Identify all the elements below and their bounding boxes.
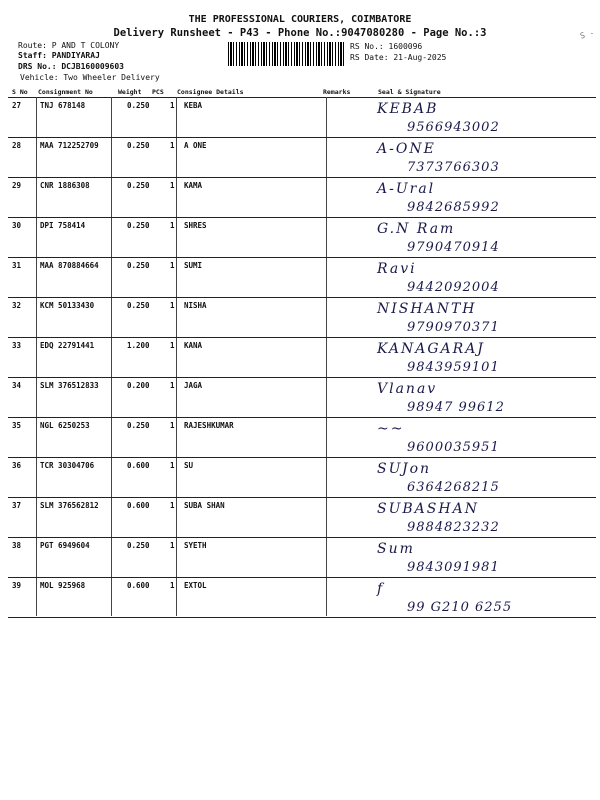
row-divider <box>8 177 596 178</box>
row-pcs: 1 <box>170 461 175 470</box>
row-consignment-no: PGT 6949604 <box>40 541 90 550</box>
row-consignment-no: KCM 50133430 <box>40 301 95 310</box>
rs-no: RS No.: 1600096 <box>350 42 423 51</box>
row-consignment-no: MAA 712252709 <box>40 141 99 150</box>
row-sno: 37 <box>12 501 22 510</box>
signature-phone: 9884823232 <box>407 520 500 535</box>
row-consignee: SU <box>184 461 194 470</box>
drs-label: DRS No.: DCJB160009603 <box>18 62 124 71</box>
row-consignment-no: SLM 376512833 <box>40 381 99 390</box>
row-pcs: 1 <box>170 181 175 190</box>
col-divider <box>111 97 112 616</box>
row-consignment-no: NGL 6250253 <box>40 421 90 430</box>
row-pcs: 1 <box>170 141 175 150</box>
col-seal: Seal & Signature <box>378 88 441 96</box>
row-sno: 38 <box>12 541 22 550</box>
rs-date: RS Date: 21-Aug-2025 <box>350 53 447 62</box>
row-consignment-no: EDQ 22791441 <box>40 341 95 350</box>
row-consignee: SUBA SHAN <box>184 501 225 510</box>
row-weight: 0.250 <box>127 181 150 190</box>
row-sno: 29 <box>12 181 22 190</box>
signature-phone: 9790470914 <box>407 240 500 255</box>
col-divider <box>36 97 37 616</box>
signature-name: NISHANTH <box>377 301 477 317</box>
row-divider <box>8 537 596 538</box>
row-divider <box>8 617 596 618</box>
row-consignment-no: DPI 758414 <box>40 221 86 230</box>
row-sno: 36 <box>12 461 22 470</box>
row-divider <box>8 297 596 298</box>
page-mark: S - <box>578 28 595 41</box>
header-rule <box>8 97 596 98</box>
row-consignee: JAGA <box>184 381 203 390</box>
row-divider <box>8 257 596 258</box>
signature-name: SUBASHAN <box>377 501 479 517</box>
signature-name: A-Ural <box>377 181 436 197</box>
runsheet-title: Delivery Runsheet - P43 - Phone No.:9047080280 - Page No.:3 <box>113 27 487 39</box>
signature-phone: 9843959101 <box>407 360 500 375</box>
signature-phone: 99 G210 6255 <box>407 600 513 615</box>
signature-phone: 9843091981 <box>407 560 500 575</box>
row-divider <box>8 377 596 378</box>
signature-name: Vlanav <box>377 381 438 397</box>
row-consignee: RAJESHKUMAR <box>184 421 234 430</box>
row-consignee: KANA <box>184 341 203 350</box>
signature-name: KEBAB <box>377 101 439 117</box>
row-sno: 34 <box>12 381 22 390</box>
row-sno: 28 <box>12 141 22 150</box>
row-consignee: SHRES <box>184 221 207 230</box>
signature-name: A-ONE <box>377 141 436 157</box>
signature-name: ~~ <box>377 421 405 437</box>
row-pcs: 1 <box>170 581 175 590</box>
row-weight: 0.200 <box>127 381 150 390</box>
row-divider <box>8 337 596 338</box>
col-consignment: Consignment No <box>38 88 93 96</box>
signature-name: KANAGARAJ <box>377 341 485 357</box>
signature-phone: 9842685992 <box>407 200 500 215</box>
row-consignee: NISHA <box>184 301 207 310</box>
col-divider <box>176 97 177 616</box>
barcode <box>228 42 346 66</box>
route-label: Route: P AND T COLONY <box>18 41 120 50</box>
col-divider <box>326 97 327 616</box>
row-consignee: KAMA <box>184 181 203 190</box>
staff-label: Staff: PANDIYARAJ <box>18 51 100 60</box>
row-weight: 0.250 <box>127 301 150 310</box>
row-consignee: SUMI <box>184 261 203 270</box>
row-weight: 0.600 <box>127 501 150 510</box>
row-sno: 33 <box>12 341 22 350</box>
row-consignee: SYETH <box>184 541 207 550</box>
signature-name: Sum <box>377 541 415 557</box>
row-divider <box>8 137 596 138</box>
signature-phone: 9790970371 <box>407 320 500 335</box>
col-consignee: Consignee Details <box>177 88 244 96</box>
signature-phone: 98947 99612 <box>407 400 505 415</box>
row-pcs: 1 <box>170 261 175 270</box>
row-consignment-no: CNR 1886308 <box>40 181 90 190</box>
row-weight: 0.600 <box>127 581 150 590</box>
row-divider <box>8 497 596 498</box>
row-consignment-no: MOL 925968 <box>40 581 86 590</box>
signature-name: Ravi <box>377 261 417 277</box>
row-weight: 0.250 <box>127 261 150 270</box>
row-divider <box>8 577 596 578</box>
col-sno: S No <box>12 88 28 96</box>
row-sno: 39 <box>12 581 22 590</box>
row-pcs: 1 <box>170 541 175 550</box>
row-divider <box>8 457 596 458</box>
row-pcs: 1 <box>170 221 175 230</box>
row-sno: 32 <box>12 301 22 310</box>
col-pcs: PCS <box>152 88 164 96</box>
company-title: THE PROFESSIONAL COURIERS, COIMBATORE <box>188 14 412 25</box>
col-remarks: Remarks <box>323 88 351 96</box>
row-weight: 0.250 <box>127 541 150 550</box>
row-weight: 0.600 <box>127 461 150 470</box>
row-sno: 35 <box>12 421 22 430</box>
row-sno: 31 <box>12 261 22 270</box>
row-weight: 1.200 <box>127 341 150 350</box>
row-divider <box>8 217 596 218</box>
signature-area <box>332 579 594 625</box>
row-weight: 0.250 <box>127 101 150 110</box>
row-pcs: 1 <box>170 101 175 110</box>
row-sno: 30 <box>12 221 22 230</box>
row-pcs: 1 <box>170 421 175 430</box>
row-consignee: KEBA <box>184 101 203 110</box>
vehicle-label: Vehicle: Two Wheeler Delivery <box>20 73 160 82</box>
signature-phone: 9566943002 <box>407 120 500 135</box>
row-pcs: 1 <box>170 341 175 350</box>
row-consignment-no: TCR 30304706 <box>40 461 95 470</box>
row-weight: 0.250 <box>127 221 150 230</box>
row-sno: 27 <box>12 101 22 110</box>
row-consignment-no: SLM 376562812 <box>40 501 99 510</box>
signature-phone: 7373766303 <box>407 160 500 175</box>
signature-phone: 6364268215 <box>407 480 500 495</box>
row-pcs: 1 <box>170 381 175 390</box>
signature-name: G.N Ram <box>377 221 456 237</box>
row-divider <box>8 417 596 418</box>
signature-phone: 9600035951 <box>407 440 500 455</box>
signature-name: f <box>377 581 385 597</box>
row-consignment-no: MAA 870884664 <box>40 261 99 270</box>
row-consignee: EXTOL <box>184 581 207 590</box>
col-weight: Weight <box>118 88 142 96</box>
signature-phone: 9442092004 <box>407 280 500 295</box>
row-consignee: A ONE <box>184 141 207 150</box>
row-weight: 0.250 <box>127 141 150 150</box>
row-consignment-no: TNJ 678148 <box>40 101 86 110</box>
row-pcs: 1 <box>170 301 175 310</box>
row-pcs: 1 <box>170 501 175 510</box>
signature-name: SUJon <box>377 461 432 477</box>
row-weight: 0.250 <box>127 421 150 430</box>
